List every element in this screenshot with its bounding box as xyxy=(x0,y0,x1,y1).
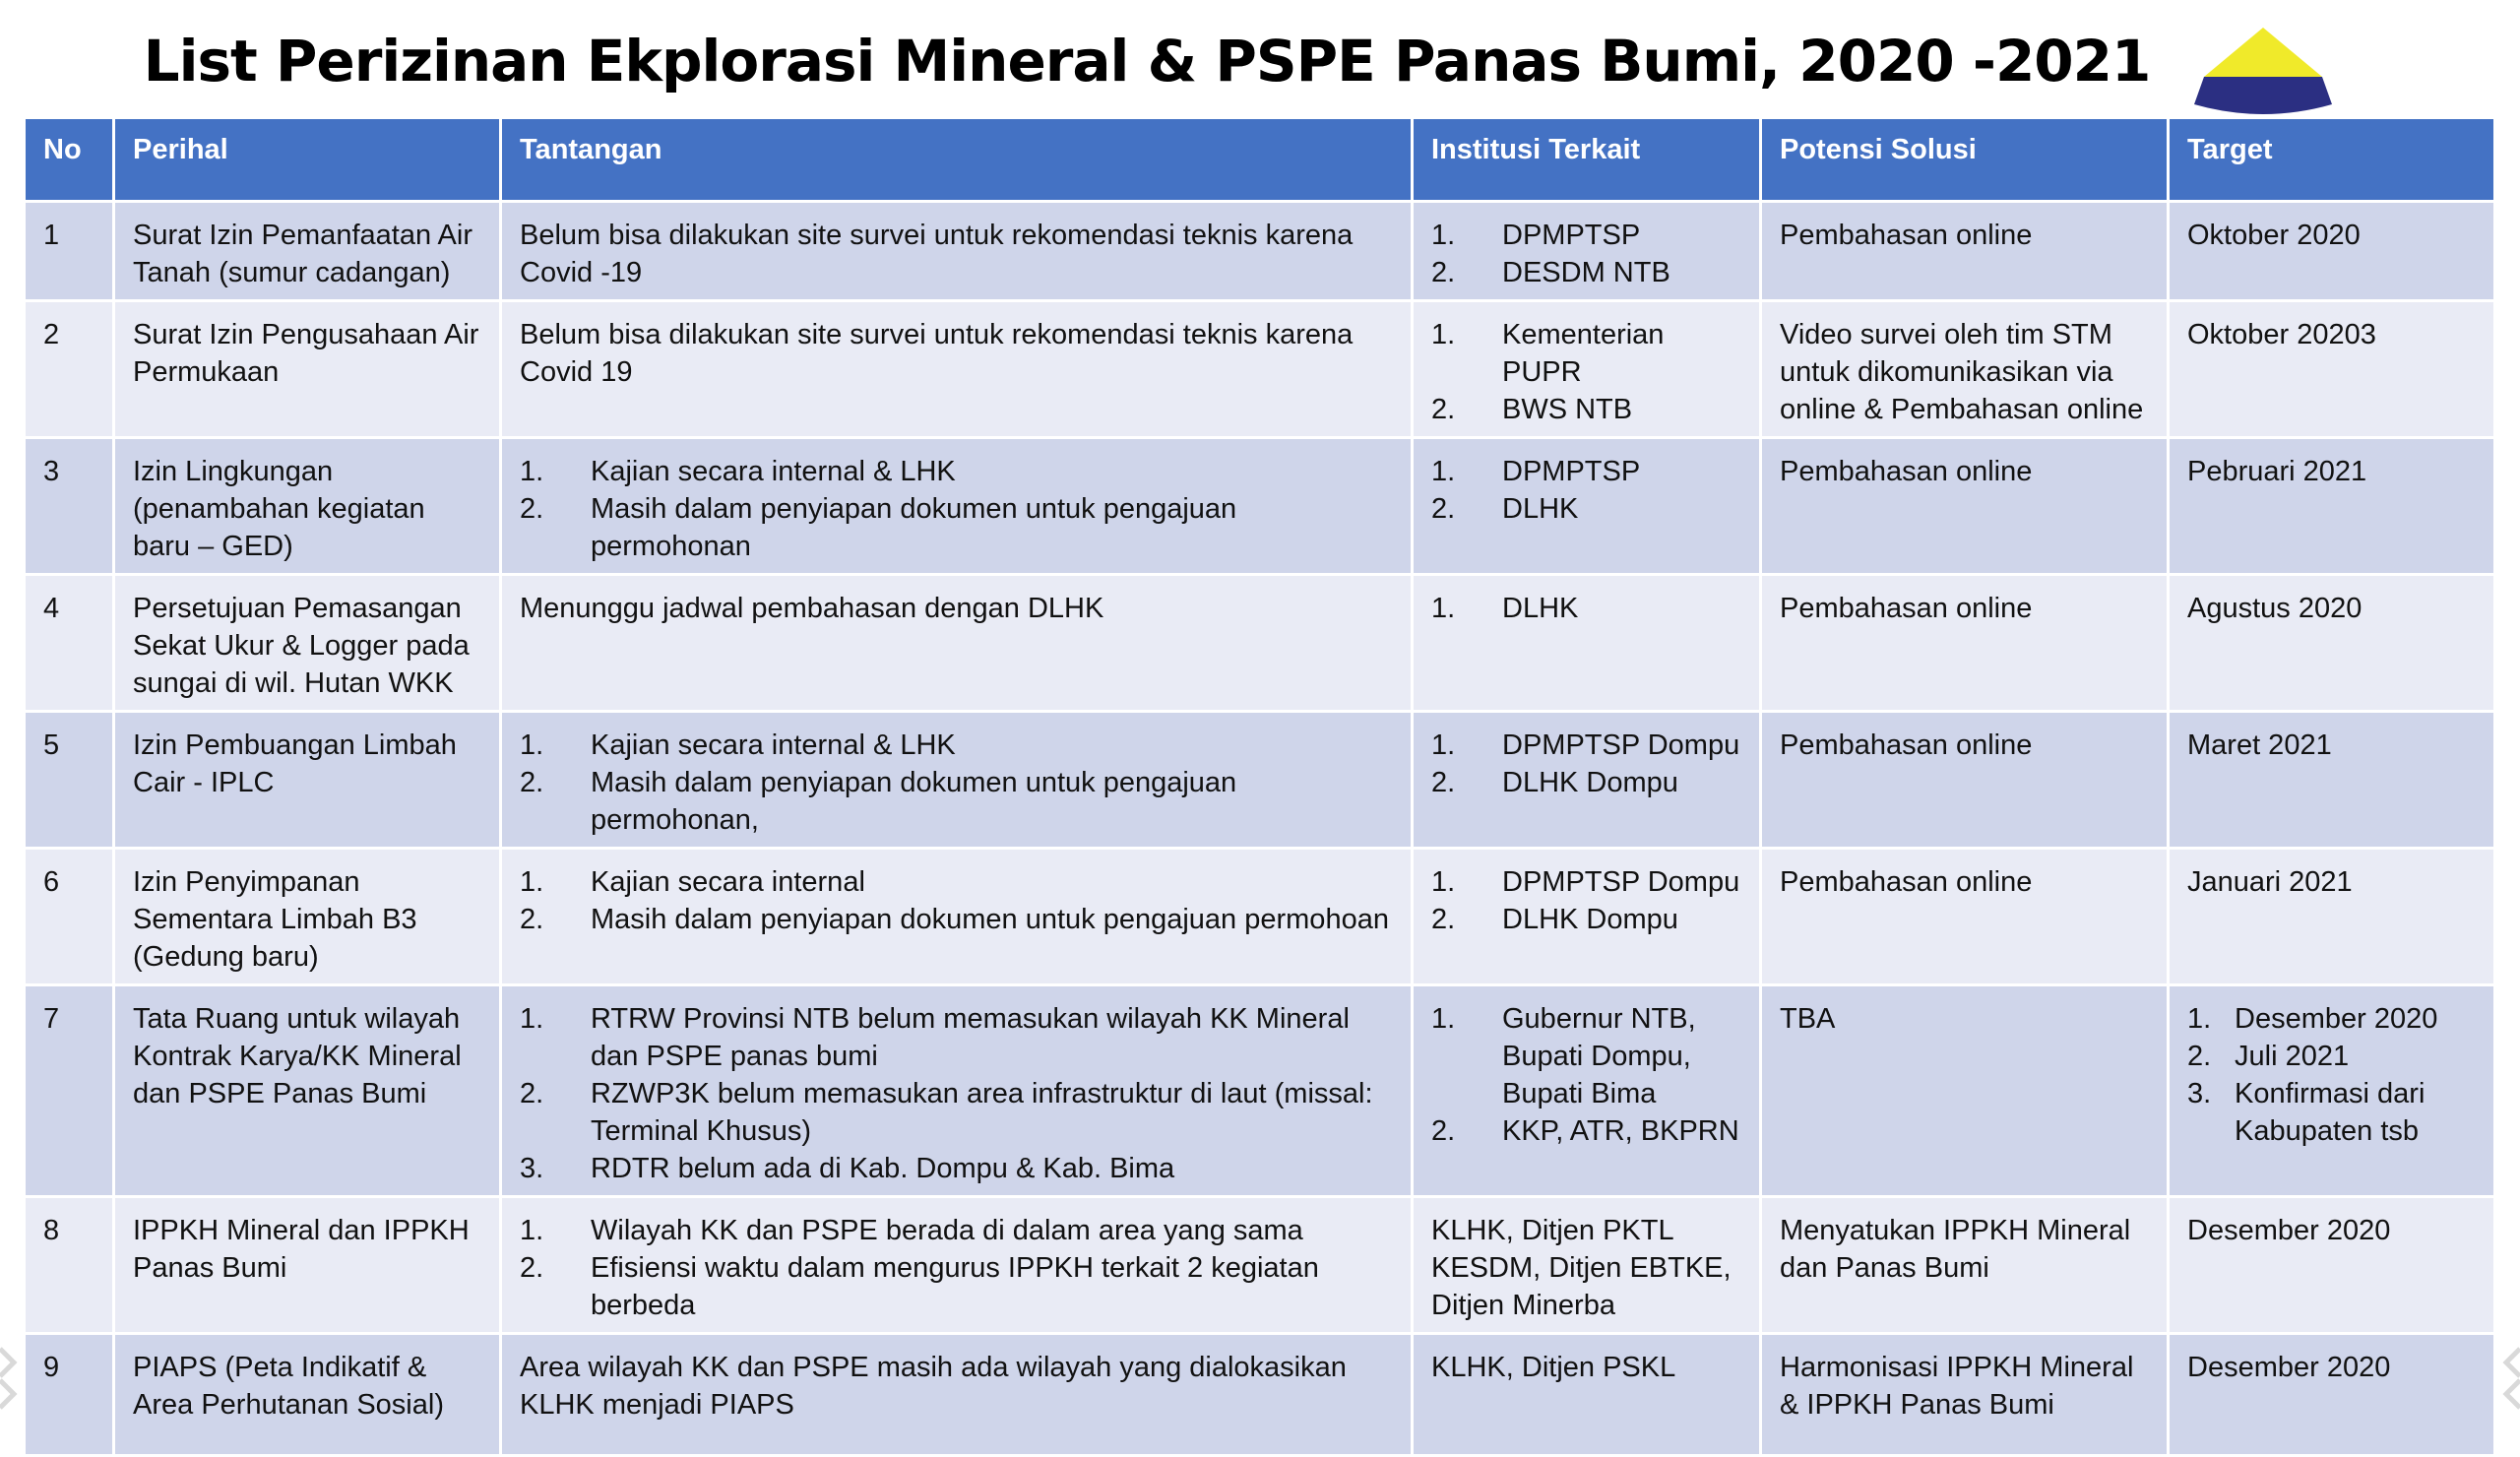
list-item: 3. RDTR belum ada di Kab. Dompu & Kab. Bima xyxy=(520,1153,1175,1184)
cell-institusi: KLHK, Ditjen PSKL xyxy=(1413,1334,1761,1456)
cell-target: Desember 2020 xyxy=(2169,1334,2495,1456)
table-row xyxy=(25,1197,2495,1334)
cell-institusi xyxy=(1413,575,1761,712)
list-item: 2. KKP, ATR, BKPRN xyxy=(1431,1115,1739,1147)
cell-target: Desember 2020 xyxy=(2169,1197,2495,1334)
list-item: 2. DLHK Dompu xyxy=(1431,904,1678,935)
cell-no: 6 xyxy=(25,849,114,985)
table-row xyxy=(25,712,2495,849)
cell-no: 2 xyxy=(25,301,114,438)
list-item: 2. DLHK Dompu xyxy=(1431,767,1678,798)
cell-solusi: Video survei oleh tim STM untuk dikomunikasikan via online & Pembahasan online xyxy=(1761,301,2169,438)
list-item: 3. Konfirmasi dari Kabupaten tsb xyxy=(2187,1078,2426,1147)
cell-no: 5 xyxy=(25,712,114,849)
list-item: 1. Gubernur NTB, Bupati Dompu, Bupati Bima xyxy=(1431,1003,1696,1109)
list-item: 2. Masih dalam penyiapan dokumen untuk pengajuan permohonan, xyxy=(520,767,1237,836)
header-perihal: Perihal xyxy=(114,118,501,202)
cell-target: Agustus 2020 xyxy=(2169,575,2495,712)
corner-pattern-left xyxy=(0,1339,30,1418)
cell-solusi: Pembahasan online xyxy=(1761,849,2169,985)
cell-target: Oktober 20203 xyxy=(2169,301,2495,438)
permit-table-container xyxy=(23,116,2493,1457)
list-item: 2. Juli 2021 xyxy=(2187,1041,2350,1072)
cell-perihal: Persetujuan Pemasangan Sekat Ukur & Logger pada sungai di wil. Hutan WKK xyxy=(114,575,501,712)
list-item: 1. Kajian secara internal & LHK xyxy=(520,456,956,487)
cell-institusi xyxy=(1413,712,1761,849)
list-item: 1. DPMPTSP Dompu xyxy=(1431,729,1740,761)
cell-institusi xyxy=(1413,438,1761,575)
corner-pattern-right xyxy=(2490,1339,2520,1418)
list-item: 1. Wilayah KK dan PSPE berada di dalam area yang sama xyxy=(520,1215,1303,1246)
cell-tantangan xyxy=(501,1197,1413,1334)
table-header-row xyxy=(25,118,2495,202)
cell-tantangan xyxy=(501,438,1413,575)
cell-no: 7 xyxy=(25,985,114,1197)
cell-perihal: Izin Pembuangan Limbah Cair - IPLC xyxy=(114,712,501,849)
cell-perihal: Surat Izin Pengusahaan Air Permukaan xyxy=(114,301,501,438)
list-item: 2. RZWP3K belum memasukan area infrastruktur di laut (missal: Terminal Khusus) xyxy=(520,1078,1373,1147)
header-solusi: Potensi Solusi xyxy=(1761,118,2169,202)
list-item: 1. Kementerian PUPR xyxy=(1431,319,1665,388)
cell-tantangan: Belum bisa dilakukan site survei untuk rekomendasi teknis karena Covid 19 xyxy=(501,301,1413,438)
cell-target: Januari 2021 xyxy=(2169,849,2495,985)
list-item: 1. DPMPTSP Dompu xyxy=(1431,866,1740,898)
table-row xyxy=(25,1334,2495,1456)
page-title: List Perizinan Ekplorasi Mineral & PSPE Panas Bumi, 2020 -2021 xyxy=(143,28,2151,95)
cell-solusi: Harmonisasi IPPKH Mineral & IPPKH Panas Bumi xyxy=(1761,1334,2169,1456)
list-item: 1. DPMPTSP xyxy=(1431,456,1641,487)
cell-solusi: Pembahasan online xyxy=(1761,575,2169,712)
cell-perihal: Izin Penyimpanan Sementara Limbah B3 (Gedung baru) xyxy=(114,849,501,985)
cell-no: 1 xyxy=(25,202,114,301)
cell-solusi: TBA xyxy=(1761,985,2169,1197)
cell-institusi xyxy=(1413,849,1761,985)
list-item: 1. DLHK xyxy=(1431,593,1579,624)
cell-target: Oktober 2020 xyxy=(2169,202,2495,301)
header-institusi: Institusi Terkait xyxy=(1413,118,1761,202)
cell-no: 4 xyxy=(25,575,114,712)
list-item: 2. Masih dalam penyiapan dokumen untuk pengajuan permohonan xyxy=(520,493,1237,562)
cell-tantangan: Belum bisa dilakukan site survei untuk rekomendasi teknis karena Covid -19 xyxy=(501,202,1413,301)
table-row xyxy=(25,575,2495,712)
header-target: Target xyxy=(2169,118,2495,202)
table-row xyxy=(25,202,2495,301)
table-row xyxy=(25,985,2495,1197)
cell-no: 9 xyxy=(25,1334,114,1456)
cell-target: Maret 2021 xyxy=(2169,712,2495,849)
cell-institusi xyxy=(1413,301,1761,438)
list-item: 1. RTRW Provinsi NTB belum memasukan wilayah KK Mineral dan PSPE panas bumi xyxy=(520,1003,1350,1072)
cell-target xyxy=(2169,985,2495,1197)
list-item: 2. Masih dalam penyiapan dokumen untuk pengajuan permohoan xyxy=(520,904,1389,935)
permit-table xyxy=(23,116,2496,1457)
cell-institusi: KLHK, Ditjen PKTL KESDM, Ditjen EBTKE, Ditjen Minerba xyxy=(1413,1197,1761,1334)
table-row xyxy=(25,301,2495,438)
list-item: 1. Kajian secara internal & LHK xyxy=(520,729,956,761)
header-no: No xyxy=(25,118,114,202)
cell-tantangan xyxy=(501,849,1413,985)
cell-solusi: Pembahasan online xyxy=(1761,712,2169,849)
cell-tantangan: Menunggu jadwal pembahasan dengan DLHK xyxy=(501,575,1413,712)
cell-perihal: PIAPS (Peta Indikatif & Area Perhutanan Sosial) xyxy=(114,1334,501,1456)
logo-yellow-triangle xyxy=(2204,28,2322,77)
header-tantangan: Tantangan xyxy=(501,118,1413,202)
cell-perihal: IPPKH Mineral dan IPPKH Panas Bumi xyxy=(114,1197,501,1334)
list-item: 1. DPMPTSP xyxy=(1431,220,1641,251)
cell-no: 8 xyxy=(25,1197,114,1334)
cell-solusi: Pembahasan online xyxy=(1761,202,2169,301)
list-item: 1. Desember 2020 xyxy=(2187,1003,2438,1035)
cell-tantangan xyxy=(501,985,1413,1197)
table-row xyxy=(25,438,2495,575)
cell-solusi: Pembahasan online xyxy=(1761,438,2169,575)
list-item: 2. DLHK xyxy=(1431,493,1579,525)
cell-perihal: Surat Izin Pemanfaatan Air Tanah (sumur cadangan) xyxy=(114,202,501,301)
cell-no: 3 xyxy=(25,438,114,575)
table-row xyxy=(25,849,2495,985)
list-item: 2. Efisiensi waktu dalam mengurus IPPKH terkait 2 kegiatan berbeda xyxy=(520,1252,1319,1321)
cell-institusi xyxy=(1413,202,1761,301)
cell-institusi xyxy=(1413,985,1761,1197)
cell-perihal: Izin Lingkungan (penambahan kegiatan baru – GED) xyxy=(114,438,501,575)
list-item: 1. Kajian secara internal xyxy=(520,866,865,898)
cell-tantangan: Area wilayah KK dan PSPE masih ada wilayah yang dialokasikan KLHK menjadi PIAPS xyxy=(501,1334,1413,1456)
cell-target: Pebruari 2021 xyxy=(2169,438,2495,575)
list-item: 2. DESDM NTB xyxy=(1431,257,1670,288)
cell-tantangan xyxy=(501,712,1413,849)
cell-solusi: Menyatukan IPPKH Mineral dan Panas Bumi xyxy=(1761,1197,2169,1334)
cell-perihal: Tata Ruang untuk wilayah Kontrak Karya/KK Mineral dan PSPE Panas Bumi xyxy=(114,985,501,1197)
company-logo xyxy=(2190,26,2336,116)
list-item: 2. BWS NTB xyxy=(1431,394,1633,425)
logo-navy-base xyxy=(2194,77,2332,114)
